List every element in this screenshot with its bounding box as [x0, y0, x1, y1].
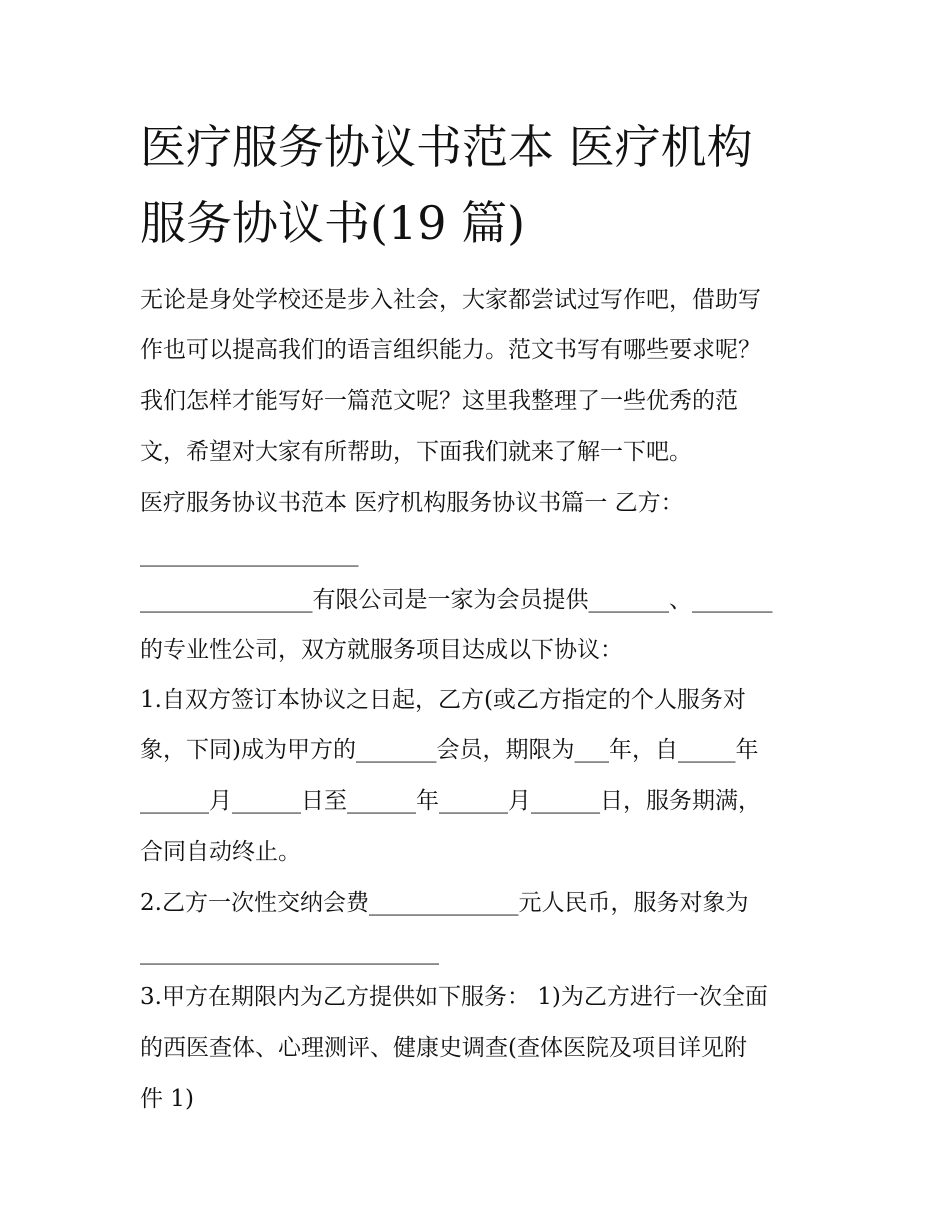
intro-line-1: 无论是身处学校还是步入社会，大家都尝试过写作吧，借助写	[140, 287, 761, 313]
clause-3-line-1: 3.甲方在期限内为乙方提供如下服务： 1)为乙方进行一次全面	[140, 984, 768, 1010]
clause-1-line-2: 象，下同)成为甲方的_______会员，期限为___年，自_____年	[140, 737, 759, 763]
clause-2-line-2: __________________________	[140, 939, 439, 965]
intro-line-2: 作也可以提高我们的语言组织能力。范文书写有哪些要求呢？	[140, 337, 761, 363]
company-description-line: _______________有限公司是一家为会员提供_______、_______	[140, 587, 773, 613]
clause-3-line-2: 的西医查体、心理测评、健康史调查(查体医院及项目详见附	[140, 1035, 747, 1061]
agreement-intro-line: 的专业性公司，双方就服务项目达成以下协议：	[140, 637, 623, 663]
intro-line-4: 文，希望对大家有所帮助，下面我们就来了解一下吧。	[140, 439, 692, 465]
document-title-line-1: 医疗服务协议书范本 医疗机构	[140, 120, 753, 174]
clause-2-line-1: 2.乙方一次性交纳会费_____________元人民币，服务对象为	[140, 890, 749, 916]
clause-3-line-3: 件 1)	[140, 1086, 194, 1112]
clause-1-line-1: 1.自双方签订本协议之日起，乙方(或乙方指定的个人服务对	[140, 687, 746, 713]
intro-line-3: 我们怎样才能写好一篇范文呢？这里我整理了一些优秀的范	[140, 388, 738, 414]
blank-line-party-b: ___________________	[140, 541, 359, 567]
clause-1-line-3: ______月______日至______年______月______日，服务期满，	[140, 788, 761, 814]
document-title-line-2: 服务协议书(19 篇)	[140, 196, 526, 250]
clause-1-line-4: 合同自动终止。	[140, 839, 301, 865]
section-heading-line: 医疗服务协议书范本 医疗机构服务协议书篇一 乙方：	[140, 490, 684, 516]
